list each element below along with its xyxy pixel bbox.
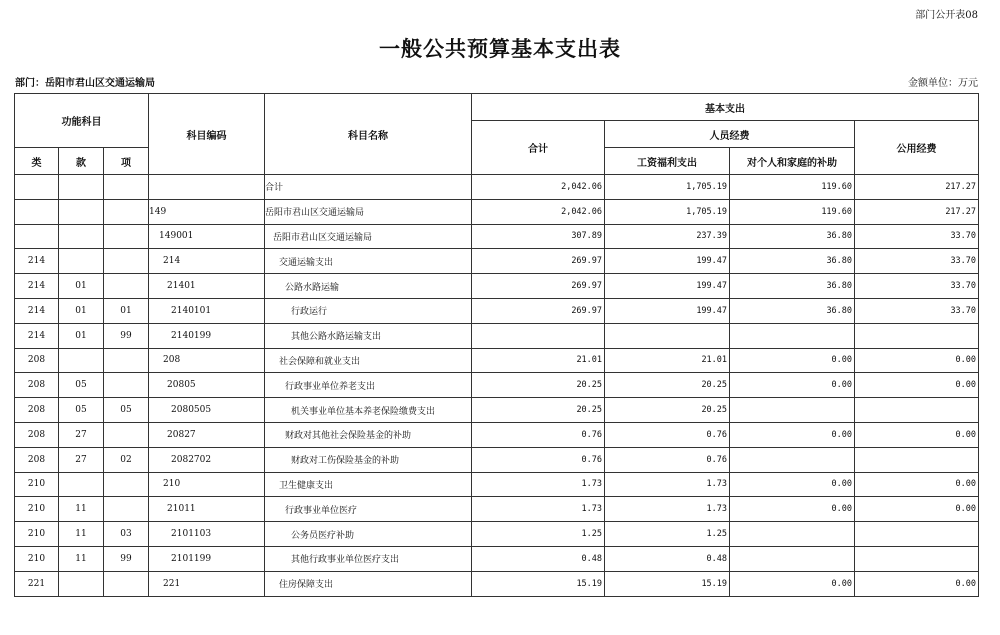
cell-code: 2140101 [149,298,265,323]
cell-name: 公务员医疗补助 [265,522,472,547]
cell-kuan [59,199,104,224]
cell-code: 20827 [149,422,265,447]
cell-subsidy [730,323,855,348]
cell-code: 149 [149,199,265,224]
cell-public: 0.00 [855,472,979,497]
header-public: 公用经费 [855,121,979,175]
cell-total: 2,042.06 [472,175,605,200]
cell-total: 1.73 [472,472,605,497]
cell-subsidy: 0.00 [730,571,855,596]
header-xiang: 项 [104,148,149,175]
cell-lei [15,175,59,200]
cell-kuan [59,249,104,274]
cell-wages: 0.48 [605,546,730,571]
department-label: 部门：岳阳市君山区交通运输局 [15,78,155,89]
cell-wages: 0.76 [605,447,730,472]
cell-kuan [59,224,104,249]
cell-wages: 1.73 [605,497,730,522]
table-row [15,274,979,299]
cell-xiang [104,199,149,224]
cell-public [855,546,979,571]
cell-xiang: 05 [104,398,149,423]
budget-table [14,93,979,597]
cell-subsidy [730,522,855,547]
cell-code: 2101199 [149,546,265,571]
cell-kuan: 11 [59,497,104,522]
cell-code: 210 [149,472,265,497]
cell-subsidy: 0.00 [730,497,855,522]
table-row [15,199,979,224]
cell-total: 21.01 [472,348,605,373]
cell-public: 0.00 [855,348,979,373]
cell-total: 0.76 [472,447,605,472]
cell-public: 33.70 [855,274,979,299]
header-name: 科目名称 [265,94,472,175]
cell-subsidy: 0.00 [730,373,855,398]
cell-total: 0.48 [472,546,605,571]
table-row [15,546,979,571]
header-wages: 工资福利支出 [605,148,730,175]
header-total: 合计 [472,121,605,175]
cell-total: 0.76 [472,422,605,447]
cell-total: 15.19 [472,571,605,596]
cell-kuan [59,175,104,200]
page-title: 一般公共预算基本支出表 [379,36,621,61]
cell-xiang [104,422,149,447]
cell-xiang [104,348,149,373]
cell-total: 269.97 [472,298,605,323]
cell-subsidy: 36.80 [730,274,855,299]
cell-total: 269.97 [472,249,605,274]
cell-xiang [104,175,149,200]
cell-code: 208 [149,348,265,373]
cell-name: 社会保障和就业支出 [265,348,472,373]
cell-wages: 1.73 [605,472,730,497]
cell-code: 2140199 [149,323,265,348]
cell-lei: 208 [15,447,59,472]
cell-name: 行政运行 [265,298,472,323]
cell-public [855,522,979,547]
cell-lei: 210 [15,522,59,547]
cell-kuan [59,571,104,596]
cell-public: 0.00 [855,422,979,447]
cell-public: 0.00 [855,373,979,398]
cell-total: 269.97 [472,274,605,299]
cell-name: 公路水路运输 [265,274,472,299]
cell-name: 交通运输支出 [265,249,472,274]
cell-lei: 208 [15,422,59,447]
table-row [15,175,979,200]
cell-public: 217.27 [855,175,979,200]
table-row [15,472,979,497]
cell-lei: 208 [15,398,59,423]
cell-name: 行政事业单位养老支出 [265,373,472,398]
cell-name: 其他公路水路运输支出 [265,323,472,348]
cell-kuan: 01 [59,298,104,323]
cell-xiang [104,274,149,299]
cell-code: 2080505 [149,398,265,423]
cell-subsidy: 119.60 [730,175,855,200]
cell-public: 0.00 [855,571,979,596]
cell-xiang: 99 [104,323,149,348]
cell-subsidy: 36.80 [730,298,855,323]
cell-total: 2,042.06 [472,199,605,224]
cell-wages: 199.47 [605,298,730,323]
cell-lei: 214 [15,274,59,299]
cell-kuan [59,472,104,497]
cell-name: 行政事业单位医疗 [265,497,472,522]
cell-subsidy: 0.00 [730,422,855,447]
cell-total: 20.25 [472,398,605,423]
cell-lei: 210 [15,497,59,522]
cell-total [472,323,605,348]
cell-kuan: 05 [59,373,104,398]
cell-subsidy [730,447,855,472]
cell-kuan: 01 [59,274,104,299]
cell-wages: 199.47 [605,249,730,274]
table-row [15,497,979,522]
cell-xiang [104,571,149,596]
cell-wages: 199.47 [605,274,730,299]
amount-unit-label: 金额单位：万元 [908,78,978,89]
cell-wages [605,323,730,348]
cell-lei: 208 [15,373,59,398]
cell-xiang [104,373,149,398]
cell-subsidy: 0.00 [730,472,855,497]
cell-name: 其他行政事业单位医疗支出 [265,546,472,571]
cell-name: 卫生健康支出 [265,472,472,497]
cell-public: 33.70 [855,298,979,323]
cell-kuan: 11 [59,522,104,547]
cell-wages: 20.25 [605,373,730,398]
cell-code [149,175,265,200]
table-row [15,323,979,348]
cell-kuan: 11 [59,546,104,571]
cell-wages: 1,705.19 [605,175,730,200]
cell-name: 财政对工伤保险基金的补助 [265,447,472,472]
cell-wages: 15.19 [605,571,730,596]
table-row [15,571,979,596]
table-row [15,249,979,274]
cell-lei: 221 [15,571,59,596]
cell-kuan [59,348,104,373]
cell-wages: 20.25 [605,398,730,423]
cell-lei [15,224,59,249]
cell-xiang: 03 [104,522,149,547]
cell-xiang [104,224,149,249]
cell-kuan: 27 [59,447,104,472]
cell-xiang [104,472,149,497]
cell-wages: 237.39 [605,224,730,249]
header-kuan: 款 [59,148,104,175]
cell-public: 33.70 [855,224,979,249]
cell-code: 21401 [149,274,265,299]
cell-xiang: 02 [104,447,149,472]
cell-subsidy [730,546,855,571]
cell-total: 1.25 [472,522,605,547]
table-row [15,348,979,373]
cell-total: 307.89 [472,224,605,249]
cell-lei: 214 [15,249,59,274]
cell-total: 1.73 [472,497,605,522]
cell-xiang [104,249,149,274]
header-basic: 基本支出 [472,94,979,121]
cell-public [855,398,979,423]
cell-xiang: 99 [104,546,149,571]
cell-public: 217.27 [855,199,979,224]
cell-xiang [104,497,149,522]
cell-subsidy: 119.60 [730,199,855,224]
header-subsidy: 对个人和家庭的补助 [730,148,855,175]
cell-code: 21011 [149,497,265,522]
cell-subsidy: 0.00 [730,348,855,373]
cell-code: 214 [149,249,265,274]
form-number: 部门公开表08 [915,10,978,21]
cell-code: 2082702 [149,447,265,472]
cell-name: 财政对其他社会保险基金的补助 [265,422,472,447]
cell-name: 机关事业单位基本养老保险缴费支出 [265,398,472,423]
cell-name: 合计 [265,175,472,200]
cell-lei: 208 [15,348,59,373]
cell-public: 33.70 [855,249,979,274]
cell-wages: 0.76 [605,422,730,447]
cell-subsidy [730,398,855,423]
cell-public [855,323,979,348]
cell-name: 住房保障支出 [265,571,472,596]
cell-code: 221 [149,571,265,596]
cell-lei: 214 [15,298,59,323]
cell-wages: 1,705.19 [605,199,730,224]
cell-kuan: 01 [59,323,104,348]
header-personnel: 人员经费 [605,121,855,148]
cell-xiang: 01 [104,298,149,323]
cell-code: 149001 [149,224,265,249]
table-row [15,447,979,472]
cell-lei: 210 [15,472,59,497]
cell-lei [15,199,59,224]
cell-code: 2101103 [149,522,265,547]
table-row [15,522,979,547]
cell-wages: 1.25 [605,522,730,547]
header-code: 科目编码 [149,94,265,175]
cell-name: 岳阳市君山区交通运输局 [265,224,472,249]
cell-subsidy: 36.80 [730,249,855,274]
cell-wages: 21.01 [605,348,730,373]
table-row [15,373,979,398]
cell-lei: 210 [15,546,59,571]
table-row [15,398,979,423]
header-lei: 类 [15,148,59,175]
header-func-subject: 功能科目 [15,94,149,148]
cell-lei: 214 [15,323,59,348]
table-row [15,224,979,249]
cell-name: 岳阳市君山区交通运输局 [265,199,472,224]
cell-public [855,447,979,472]
table-row [15,298,979,323]
cell-public: 0.00 [855,497,979,522]
cell-subsidy: 36.80 [730,224,855,249]
cell-code: 20805 [149,373,265,398]
cell-kuan: 27 [59,422,104,447]
cell-total: 20.25 [472,373,605,398]
table-row [15,422,979,447]
cell-kuan: 05 [59,398,104,423]
